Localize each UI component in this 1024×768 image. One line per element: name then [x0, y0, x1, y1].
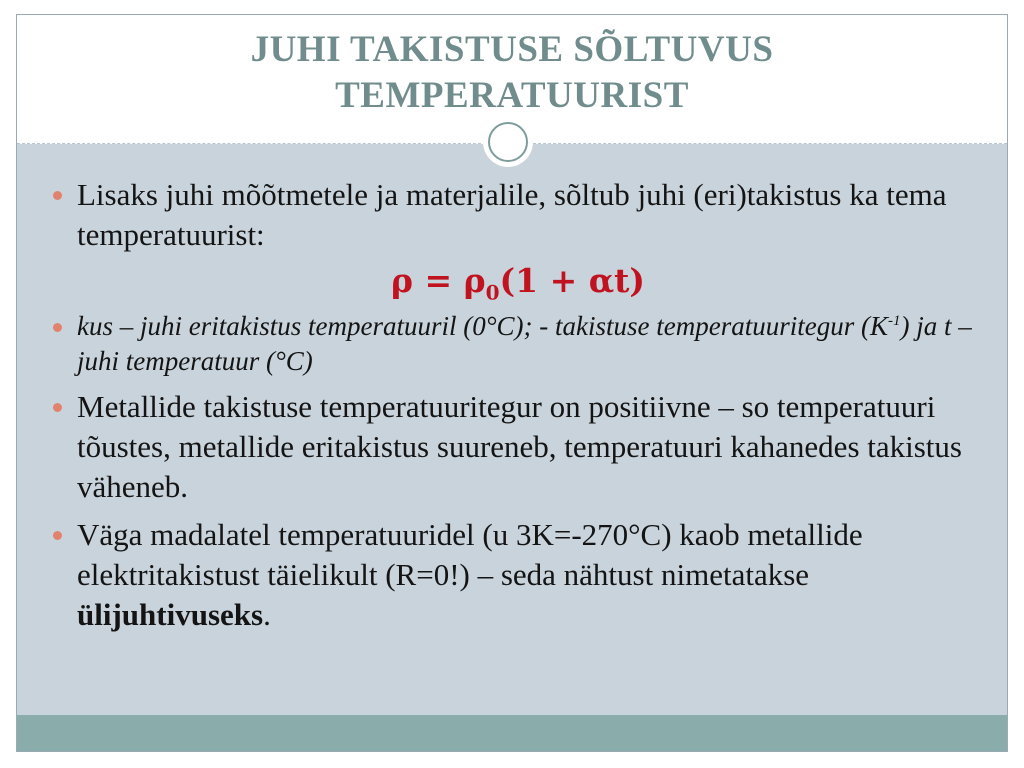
formula-rest: (1 + αt) — [499, 261, 645, 300]
bullet-item — [53, 309, 983, 379]
slide-title-line-2: TEMPERATUURIST — [335, 75, 689, 116]
bullet-dot-icon — [53, 323, 62, 332]
bullet-text-part: kus – juhi eritakistus temperatuuril (0°C); - takistuse temperatuuritegur (K — [77, 311, 888, 341]
formula-rho0: ρ — [463, 261, 486, 300]
slide-content — [53, 175, 983, 635]
formula-subscript: 0 — [485, 280, 500, 305]
resistivity-formula — [53, 259, 983, 303]
bullet-text: Lisaks juhi mõõtmetele ja materjalile, sõltub juhi (eri)takistus ka tema temperatuurist: — [77, 177, 947, 252]
formula-rho: ρ — [391, 261, 413, 300]
slide — [16, 14, 1008, 752]
formula-equals: = — [412, 261, 464, 300]
slide-title — [17, 27, 1007, 119]
bullet-text-end: . — [263, 597, 271, 632]
bullet-item — [53, 175, 983, 255]
bullet-dot-icon — [53, 403, 62, 412]
footer-bar — [17, 715, 1007, 751]
bullet-item — [53, 387, 983, 507]
bullet-text — [77, 309, 983, 379]
decorative-circle-icon — [483, 117, 533, 167]
decorative-ring — [488, 122, 528, 162]
bullet-text: Metallide takistuse temperatuuritegur on positiivne – so temperatuuri tõustes, metallide eritakistus suureneb, temperatuuri kahanedes takistus väheneb. — [77, 389, 962, 504]
bullet-text-part: ) ja t – juhi temperatuur (°C) — [77, 311, 972, 376]
slide-title-line-1: JUHI TAKISTUSE SÕLTUVUS — [250, 29, 774, 70]
bullet-dot-icon — [53, 191, 62, 200]
superscript: -1 — [887, 313, 901, 329]
bold-term: ülijuhtivuseks — [77, 597, 264, 632]
bullet-dot-icon — [53, 531, 62, 540]
bullet-item — [53, 515, 983, 635]
bullet-text-part: Väga madalatel temperatuuridel (u 3K=-270°C) kaob metallide elektritakistust täielikult (R=0!) – seda nähtust nimetatakse — [77, 517, 863, 592]
bullet-text — [77, 515, 983, 635]
